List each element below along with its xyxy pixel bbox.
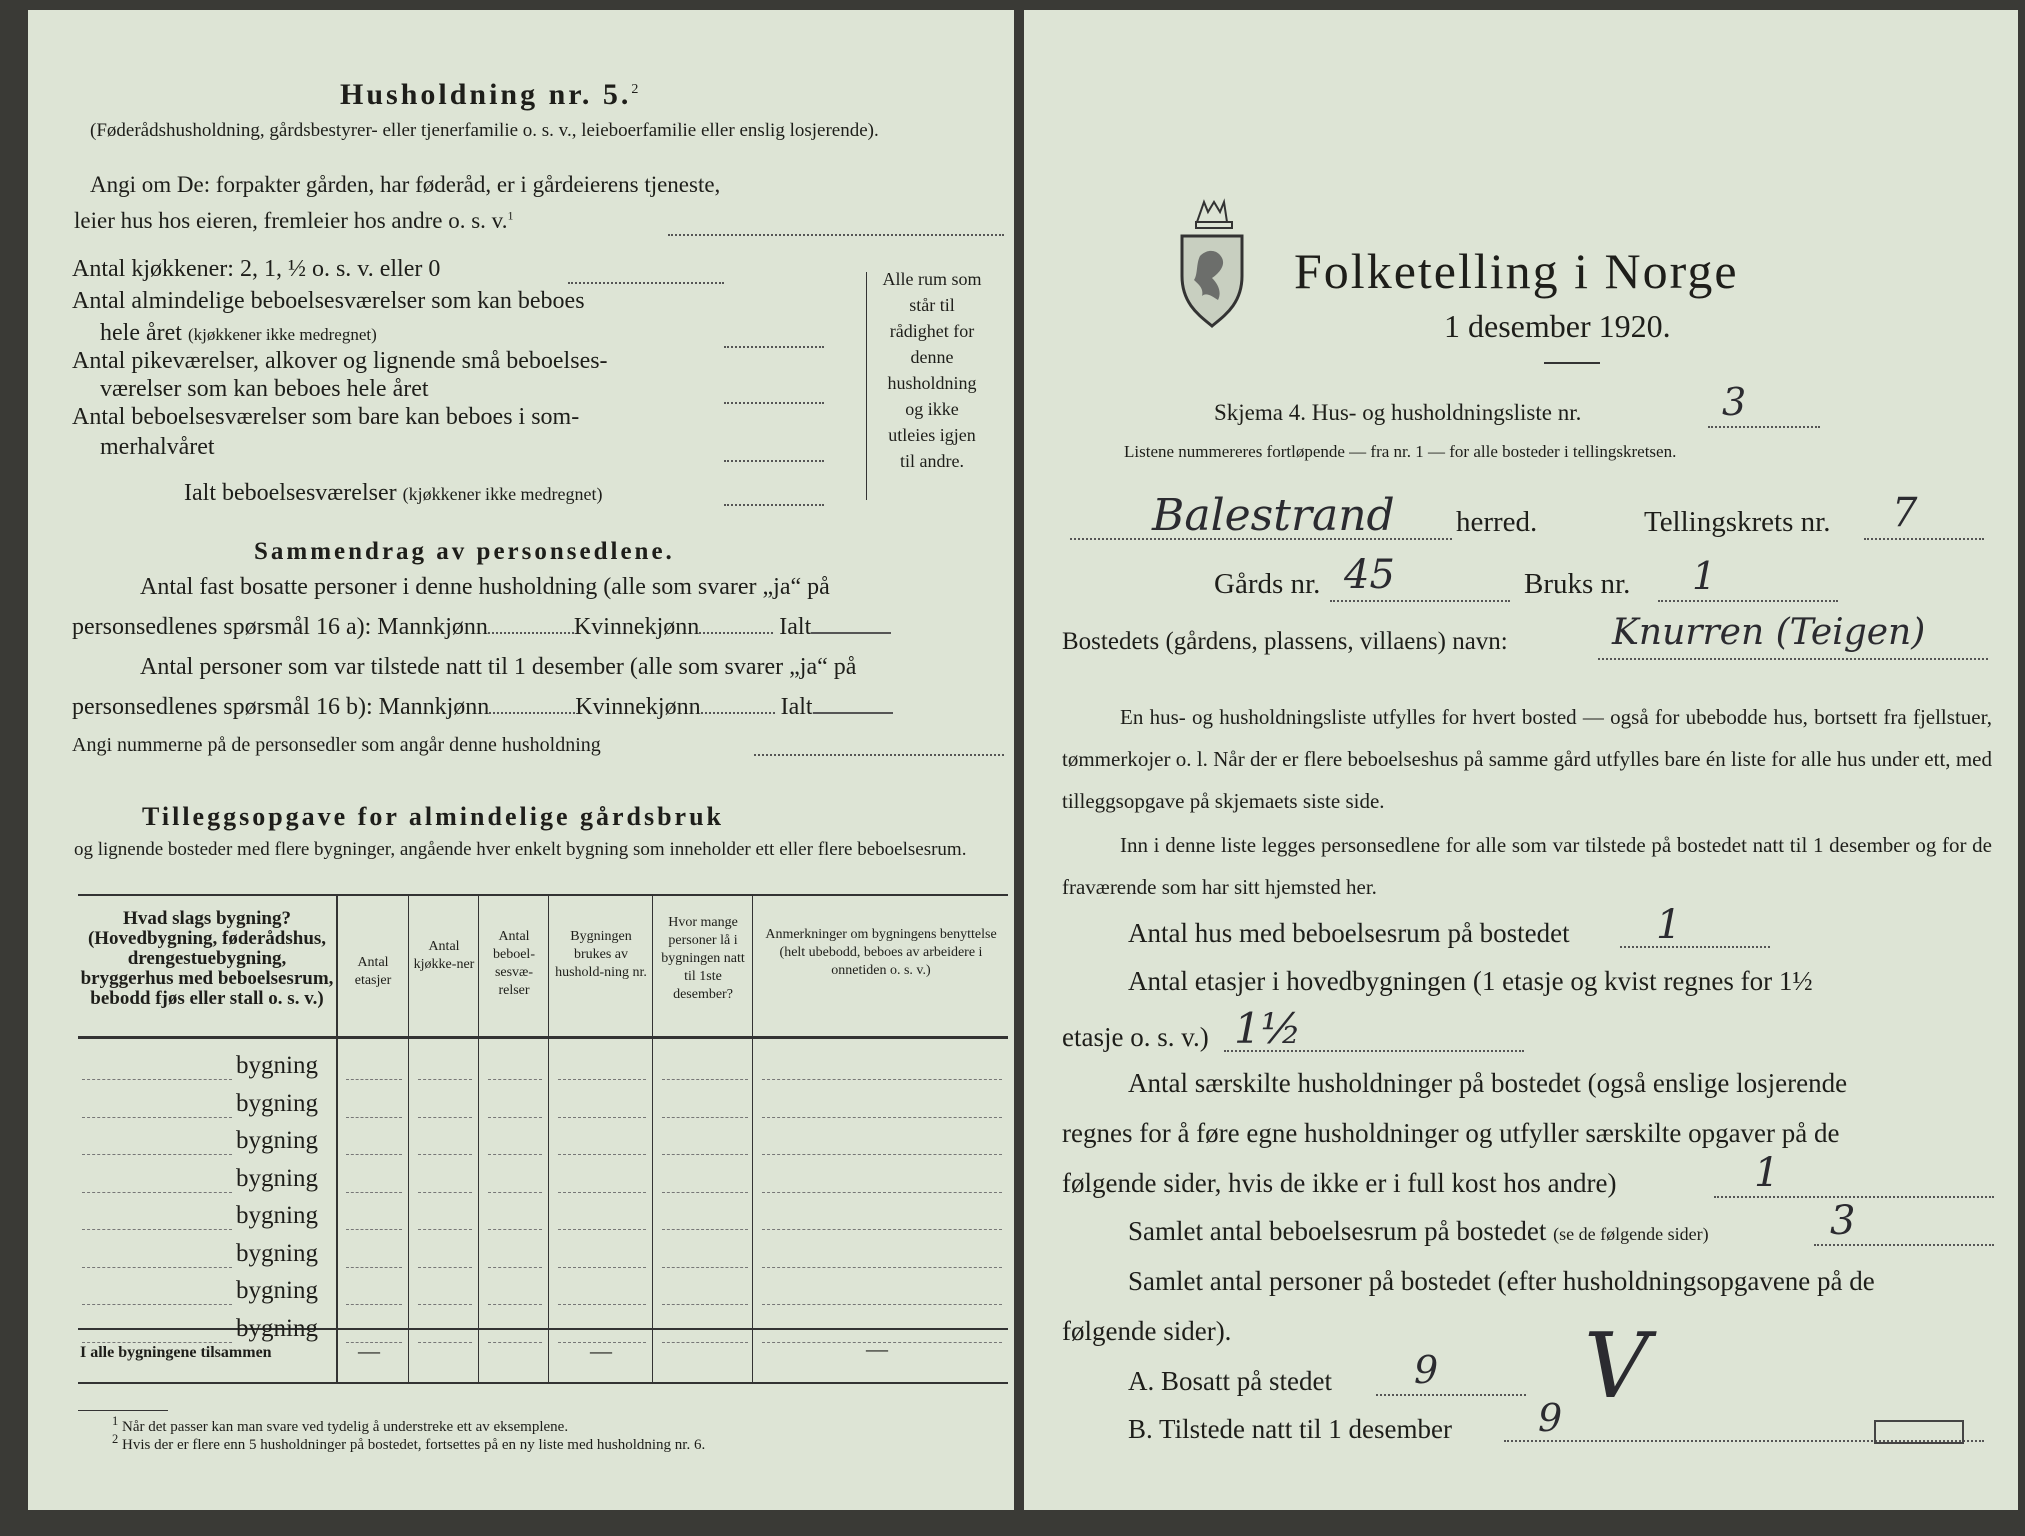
table-top-rule xyxy=(78,894,1008,896)
table-cell[interactable] xyxy=(662,1228,748,1230)
table-row-label: bygning xyxy=(236,1240,318,1267)
listene-note: Listene nummereres fortløpende — fra nr. 1 — for alle bosteder i tellingskretsen. xyxy=(1124,442,1677,461)
fast-line-2 xyxy=(72,614,891,641)
samlet-rum-value: 3 xyxy=(1830,1198,1856,1244)
table-cell[interactable] xyxy=(418,1191,472,1193)
tillegg-title: Tilleggsopgave for almindelige gårdsbruk xyxy=(142,802,725,831)
table-row-blank[interactable] xyxy=(82,1078,232,1080)
angi-nummerne-line xyxy=(754,754,1004,756)
angi-nummerne: Angi nummerne på de personsedler som angår denne husholdning xyxy=(72,734,601,756)
table-cell[interactable] xyxy=(488,1191,542,1193)
th-bygning-text: Hvad slags bygning? (Hovedbygning, føderådshus, drengestuebygning, bryggerhus med beboelsesrum, bebodd fjøs eller stall o. s. v.) xyxy=(80,908,334,1009)
ialt-rum-text: Ialt beboelsesværelser xyxy=(184,480,397,506)
sammendrag-title: Sammendrag av personsedlene. xyxy=(254,538,675,565)
tilst-mann-line xyxy=(489,712,575,714)
table-row-blank[interactable] xyxy=(82,1228,232,1230)
household-title xyxy=(340,78,638,112)
left-page xyxy=(28,10,1014,1510)
table-col-sep-4 xyxy=(548,894,549,1382)
bruks-label: Bruks nr. xyxy=(1524,568,1631,600)
hus-label: Antal hus med beboelsesrum på bostedet xyxy=(1128,918,1570,948)
table-cell[interactable] xyxy=(346,1153,402,1155)
hus-line xyxy=(1620,946,1770,948)
herred-line xyxy=(1070,538,1452,540)
table-cell[interactable] xyxy=(418,1266,472,1268)
alle-rum-note: Alle rum som står til rådighet for denne husholdning og ikke utleies igjen til andre. xyxy=(882,269,982,471)
table-row-label: bygning xyxy=(236,1277,318,1304)
footnote-rule xyxy=(78,1410,168,1411)
th-anmerkninger: Anmerkninger om bygningens benyttelse (helt ubebodd, beboes av arbeidere i onnetiden o. s. v.) xyxy=(765,927,997,978)
footnote-2-mark: 2 xyxy=(112,1432,119,1446)
table-cell[interactable] xyxy=(418,1303,472,1305)
saerskilte-line-2: regnes for å føre egne husholdninger og utfyller særskilte opgaver på de xyxy=(1062,1118,1840,1148)
samlet-rum-line xyxy=(1814,1244,1994,1246)
printer-stamp-icon xyxy=(1874,1420,1964,1444)
table-cell[interactable] xyxy=(662,1341,748,1343)
tilst-line-1: Antal personer som var tilstede natt til 1 desember (alle som svarer „ja“ på xyxy=(140,654,857,680)
tilst-ialt-label: Ialt xyxy=(780,694,813,720)
hus-value: 1 xyxy=(1656,902,1682,948)
krets-line xyxy=(1864,538,1984,540)
table-row-blank[interactable] xyxy=(82,1303,232,1305)
alm-line-2-text: hele året xyxy=(100,320,182,346)
samlet-rum-text: Samlet antal beboelsesrum på bostedet xyxy=(1128,1216,1547,1246)
table-col-sep-2 xyxy=(408,894,409,1382)
skjema-label: Skjema 4. Hus- og husholdningsliste nr. xyxy=(1214,400,1582,425)
samlet-rum-note: (se de følgende sider) xyxy=(1553,1224,1709,1244)
table-cell[interactable] xyxy=(488,1116,542,1118)
bosatt-value: 9 xyxy=(1414,1348,1439,1392)
angi-footnote-mark: 1 xyxy=(507,208,514,223)
title-rule xyxy=(1544,362,1600,364)
th-beboelsesvaerelser: Antal beboel-sesvæ-relser xyxy=(493,929,535,998)
table-cell[interactable] xyxy=(662,1116,748,1118)
table-cell[interactable] xyxy=(762,1191,1002,1193)
brace-divider xyxy=(866,272,867,500)
table-col-sep-5 xyxy=(652,894,653,1382)
footnote-1-text: Når det passer kan man svare ved tydelig å understreke ett av eksemplene. xyxy=(122,1419,569,1435)
samlet-rum-label xyxy=(1128,1216,1709,1247)
sommer-line-2: merhalvåret xyxy=(100,434,215,460)
table-row-label: bygning xyxy=(236,1202,318,1229)
fast-kvinne-line xyxy=(699,632,773,634)
fast-mann-line xyxy=(488,632,574,634)
table-cell[interactable] xyxy=(488,1341,542,1343)
table-row-label: bygning xyxy=(236,1090,318,1117)
fast-line-1: Antal fast bosatte personer i denne husholdning (alle som svarer „ja“ på xyxy=(140,574,830,600)
ialt-rum-line xyxy=(724,504,824,506)
table-total-rule xyxy=(78,1328,1008,1330)
table-cell[interactable] xyxy=(662,1078,748,1080)
total-anmerkning-dash: — xyxy=(866,1336,888,1361)
table-bottom-rule xyxy=(78,1382,1008,1384)
household-intro: (Føderådshusholdning, gårdsbestyrer- eller tjenerfamilie o. s. v., leieboerfamilie eller enslig losjerende). xyxy=(90,120,879,141)
pike-line-2: værelser som kan beboes hele året xyxy=(100,376,429,402)
table-cell[interactable] xyxy=(762,1153,1002,1155)
total-row-label: I alle bygningene tilsammen xyxy=(80,1344,272,1361)
angi-line-2 xyxy=(74,208,513,234)
skjema-value: 3 xyxy=(1722,380,1747,424)
table-cell[interactable] xyxy=(346,1191,402,1193)
tilst-ialt-line xyxy=(813,712,893,714)
table-cell[interactable] xyxy=(762,1116,1002,1118)
title-footnote-mark: 2 xyxy=(631,82,639,97)
table-cell[interactable] xyxy=(558,1116,646,1118)
saerskilte-line-3: følgende sider, hvis de ikke er i full kost hos andre) xyxy=(1062,1168,1617,1198)
table-row-label: bygning xyxy=(236,1315,318,1342)
table-cell[interactable] xyxy=(662,1191,748,1193)
table-row-blank[interactable] xyxy=(82,1153,232,1155)
th-etasjer: Antal etasjer xyxy=(354,955,392,988)
gards-line xyxy=(1330,600,1510,602)
table-cell[interactable] xyxy=(488,1228,542,1230)
fast-line-2-text: personsedlenes spørsmål 16 a): Mannkjønn xyxy=(72,614,488,640)
saerskilte-line-1: Antal særskilte husholdninger på bostedet (også enslige losjerende xyxy=(1128,1068,1848,1098)
total-etasjer-dash: — xyxy=(358,1338,380,1363)
table-cell[interactable] xyxy=(418,1341,472,1343)
table-cell[interactable] xyxy=(418,1116,472,1118)
herred-value: Balestrand xyxy=(1152,490,1395,541)
th-brukes-av: Bygningen brukes av hushold-ning nr. xyxy=(555,929,647,980)
table-cell[interactable] xyxy=(346,1078,402,1080)
table-cell[interactable] xyxy=(762,1303,1002,1305)
right-page xyxy=(1024,10,2018,1510)
census-title: Folketelling i Norge xyxy=(1294,243,1739,299)
table-cell[interactable] xyxy=(346,1303,402,1305)
alm-line xyxy=(724,346,824,348)
table-cell[interactable] xyxy=(762,1266,1002,1268)
table-col-sep-3 xyxy=(478,894,479,1382)
table-cell[interactable] xyxy=(762,1228,1002,1230)
table-row-label: bygning xyxy=(236,1165,318,1192)
krets-value: 7 xyxy=(1892,490,1918,536)
bosted-label: Bostedets (gårdens, plassens, villaens) navn: xyxy=(1062,628,1508,655)
footnote-2 xyxy=(112,1432,705,1454)
pike-line xyxy=(724,402,824,404)
table-cell[interactable] xyxy=(346,1228,402,1230)
footnote-1-mark: 1 xyxy=(112,1414,119,1428)
ialt-rum-note: (kjøkkener ikke medregnet) xyxy=(402,484,603,504)
fast-ialt-line xyxy=(811,632,891,634)
alm-line-1: Antal almindelige beboelsesværelser som kan beboes xyxy=(72,288,585,314)
table-cell[interactable] xyxy=(488,1303,542,1305)
table-cell[interactable] xyxy=(558,1153,646,1155)
table-cell[interactable] xyxy=(662,1303,748,1305)
table-cell[interactable] xyxy=(558,1228,646,1230)
norway-coat-of-arms-icon xyxy=(1174,196,1250,336)
kjokken-label: Antal kjøkkener: 2, 1, ½ o. s. v. eller 0 xyxy=(72,256,441,282)
herred-label: herred. xyxy=(1456,506,1538,538)
alm-line-2-note: (kjøkkener ikke medregnet) xyxy=(187,325,377,344)
angi-line-1: Angi om De: forpakter gården, har føderåd, er i gårdeierens tjeneste, xyxy=(90,172,721,197)
total-husholdning-dash: — xyxy=(590,1338,612,1363)
pike-line-1: Antal pikeværelser, alkover og lignende små beboelses- xyxy=(72,348,608,374)
table-cell[interactable] xyxy=(418,1153,472,1155)
samlet-pers-line-2: følgende sider). xyxy=(1062,1316,1232,1346)
footnote-2-text: Hvis der er flere enn 5 husholdninger på bostedet, fortsettes på en ny liste med husholdning nr. 6. xyxy=(122,1437,706,1453)
tilstede-value: 9 xyxy=(1538,1396,1563,1440)
table-cell[interactable] xyxy=(558,1191,646,1193)
bosatt-line xyxy=(1376,1394,1526,1396)
alm-line-2 xyxy=(100,320,377,347)
saerskilte-value: 1 xyxy=(1754,1150,1780,1196)
check-mark: V xyxy=(1584,1314,1649,1419)
bruks-line xyxy=(1658,600,1838,602)
table-cell[interactable] xyxy=(558,1303,646,1305)
bruks-value: 1 xyxy=(1692,554,1717,598)
household-title-text: Husholdning nr. 5. xyxy=(340,78,632,111)
fast-kvinne-label: Kvinnekjønn xyxy=(573,614,700,640)
table-cell[interactable] xyxy=(488,1266,542,1268)
tilstede-label: B. Tilstede natt til 1 desember xyxy=(1128,1414,1452,1444)
gards-value: 45 xyxy=(1344,552,1395,598)
table-cell[interactable] xyxy=(346,1266,402,1268)
table-col-sep-6 xyxy=(752,894,753,1382)
etasjer-line-1: Antal etasjer i hovedbygningen (1 etasje og kvist regnes for 1½ xyxy=(1128,966,1813,996)
bosted-line xyxy=(1598,658,1988,660)
etasjer-line-2: etasje o. s. v.) xyxy=(1062,1022,1209,1052)
table-row-blank[interactable] xyxy=(82,1266,232,1268)
table-cell[interactable] xyxy=(662,1266,748,1268)
table-cell[interactable] xyxy=(418,1228,472,1230)
fast-ialt-label: Ialt xyxy=(779,614,812,640)
table-cell[interactable] xyxy=(488,1078,542,1080)
table-cell[interactable] xyxy=(488,1153,542,1155)
table-cell[interactable] xyxy=(346,1116,402,1118)
angi-line-2-text: leier hus hos eieren, fremleier hos andre o. s. v. xyxy=(74,208,508,233)
table-cell[interactable] xyxy=(418,1078,472,1080)
table-cell[interactable] xyxy=(762,1078,1002,1080)
table-row-blank[interactable] xyxy=(82,1191,232,1193)
census-date: 1 desember 1920. xyxy=(1444,308,1671,344)
bosatt-label: A. Bosatt på stedet xyxy=(1128,1366,1332,1396)
tillegg-subtitle: og lignende bosteder med flere bygninger, angående hver enkelt bygning som inneholder ett eller flere beboelsesrum. xyxy=(74,839,967,860)
kjokken-line xyxy=(568,282,724,284)
skjema-line xyxy=(1708,426,1820,428)
sommer-line-1: Antal beboelsesværelser som bare kan beboes i som- xyxy=(72,404,580,430)
th-bygning xyxy=(80,910,334,1010)
bosted-value: Knurren (Teigen) xyxy=(1612,612,1926,653)
table-cell[interactable] xyxy=(558,1078,646,1080)
info-paragraph-1: En hus- og husholdningsliste utfylles for hvert bosted — også for ubebodde hus, bortsett fra fjellstuer, tømmerkojer o. l. Når der er flere beboelseshus på samme gård utfylles bare én liste for alle hus under ett, med tilleggsopgave på skjemaets siste side. xyxy=(1062,705,1992,813)
sommer-line xyxy=(724,460,824,462)
info-paragraph-2: Inn i denne liste legges personsedlene for alle som var tilstede på bostedet natt til 1 desember og for de fraværende som har sitt hjemsted her. xyxy=(1062,833,1992,899)
ialt-rum-label xyxy=(184,480,603,507)
tilst-kvinne-label: Kvinnekjønn xyxy=(575,694,701,720)
etasjer-value: 1½ xyxy=(1234,1004,1302,1053)
tilst-line-2-text: personsedlenes spørsmål 16 b): Mannkjønn xyxy=(72,694,490,720)
tilst-line-2 xyxy=(72,694,893,721)
table-header-rule xyxy=(78,1036,1008,1039)
gards-label: Gårds nr. xyxy=(1214,568,1321,600)
th-personer: Hvor mange personer lå i bygningen natt til 1ste desember? xyxy=(661,915,745,1002)
table-row-blank[interactable] xyxy=(82,1116,232,1118)
table-row-blank[interactable] xyxy=(82,1341,232,1343)
etasjer-line xyxy=(1224,1050,1524,1052)
tilst-kvinne-line xyxy=(701,712,775,714)
table-cell[interactable] xyxy=(558,1266,646,1268)
krets-label: Tellingskrets nr. xyxy=(1644,506,1831,538)
table-cell[interactable] xyxy=(662,1153,748,1155)
angi-answer-line xyxy=(668,234,1004,236)
samlet-pers-line-1: Samlet antal personer på bostedet (efter husholdningsopgavene på de xyxy=(1128,1266,1875,1296)
table-row-label: bygning xyxy=(236,1127,318,1154)
table-row-label: bygning xyxy=(236,1052,318,1079)
th-kjokkener: Antal kjøkke-ner xyxy=(413,939,475,972)
